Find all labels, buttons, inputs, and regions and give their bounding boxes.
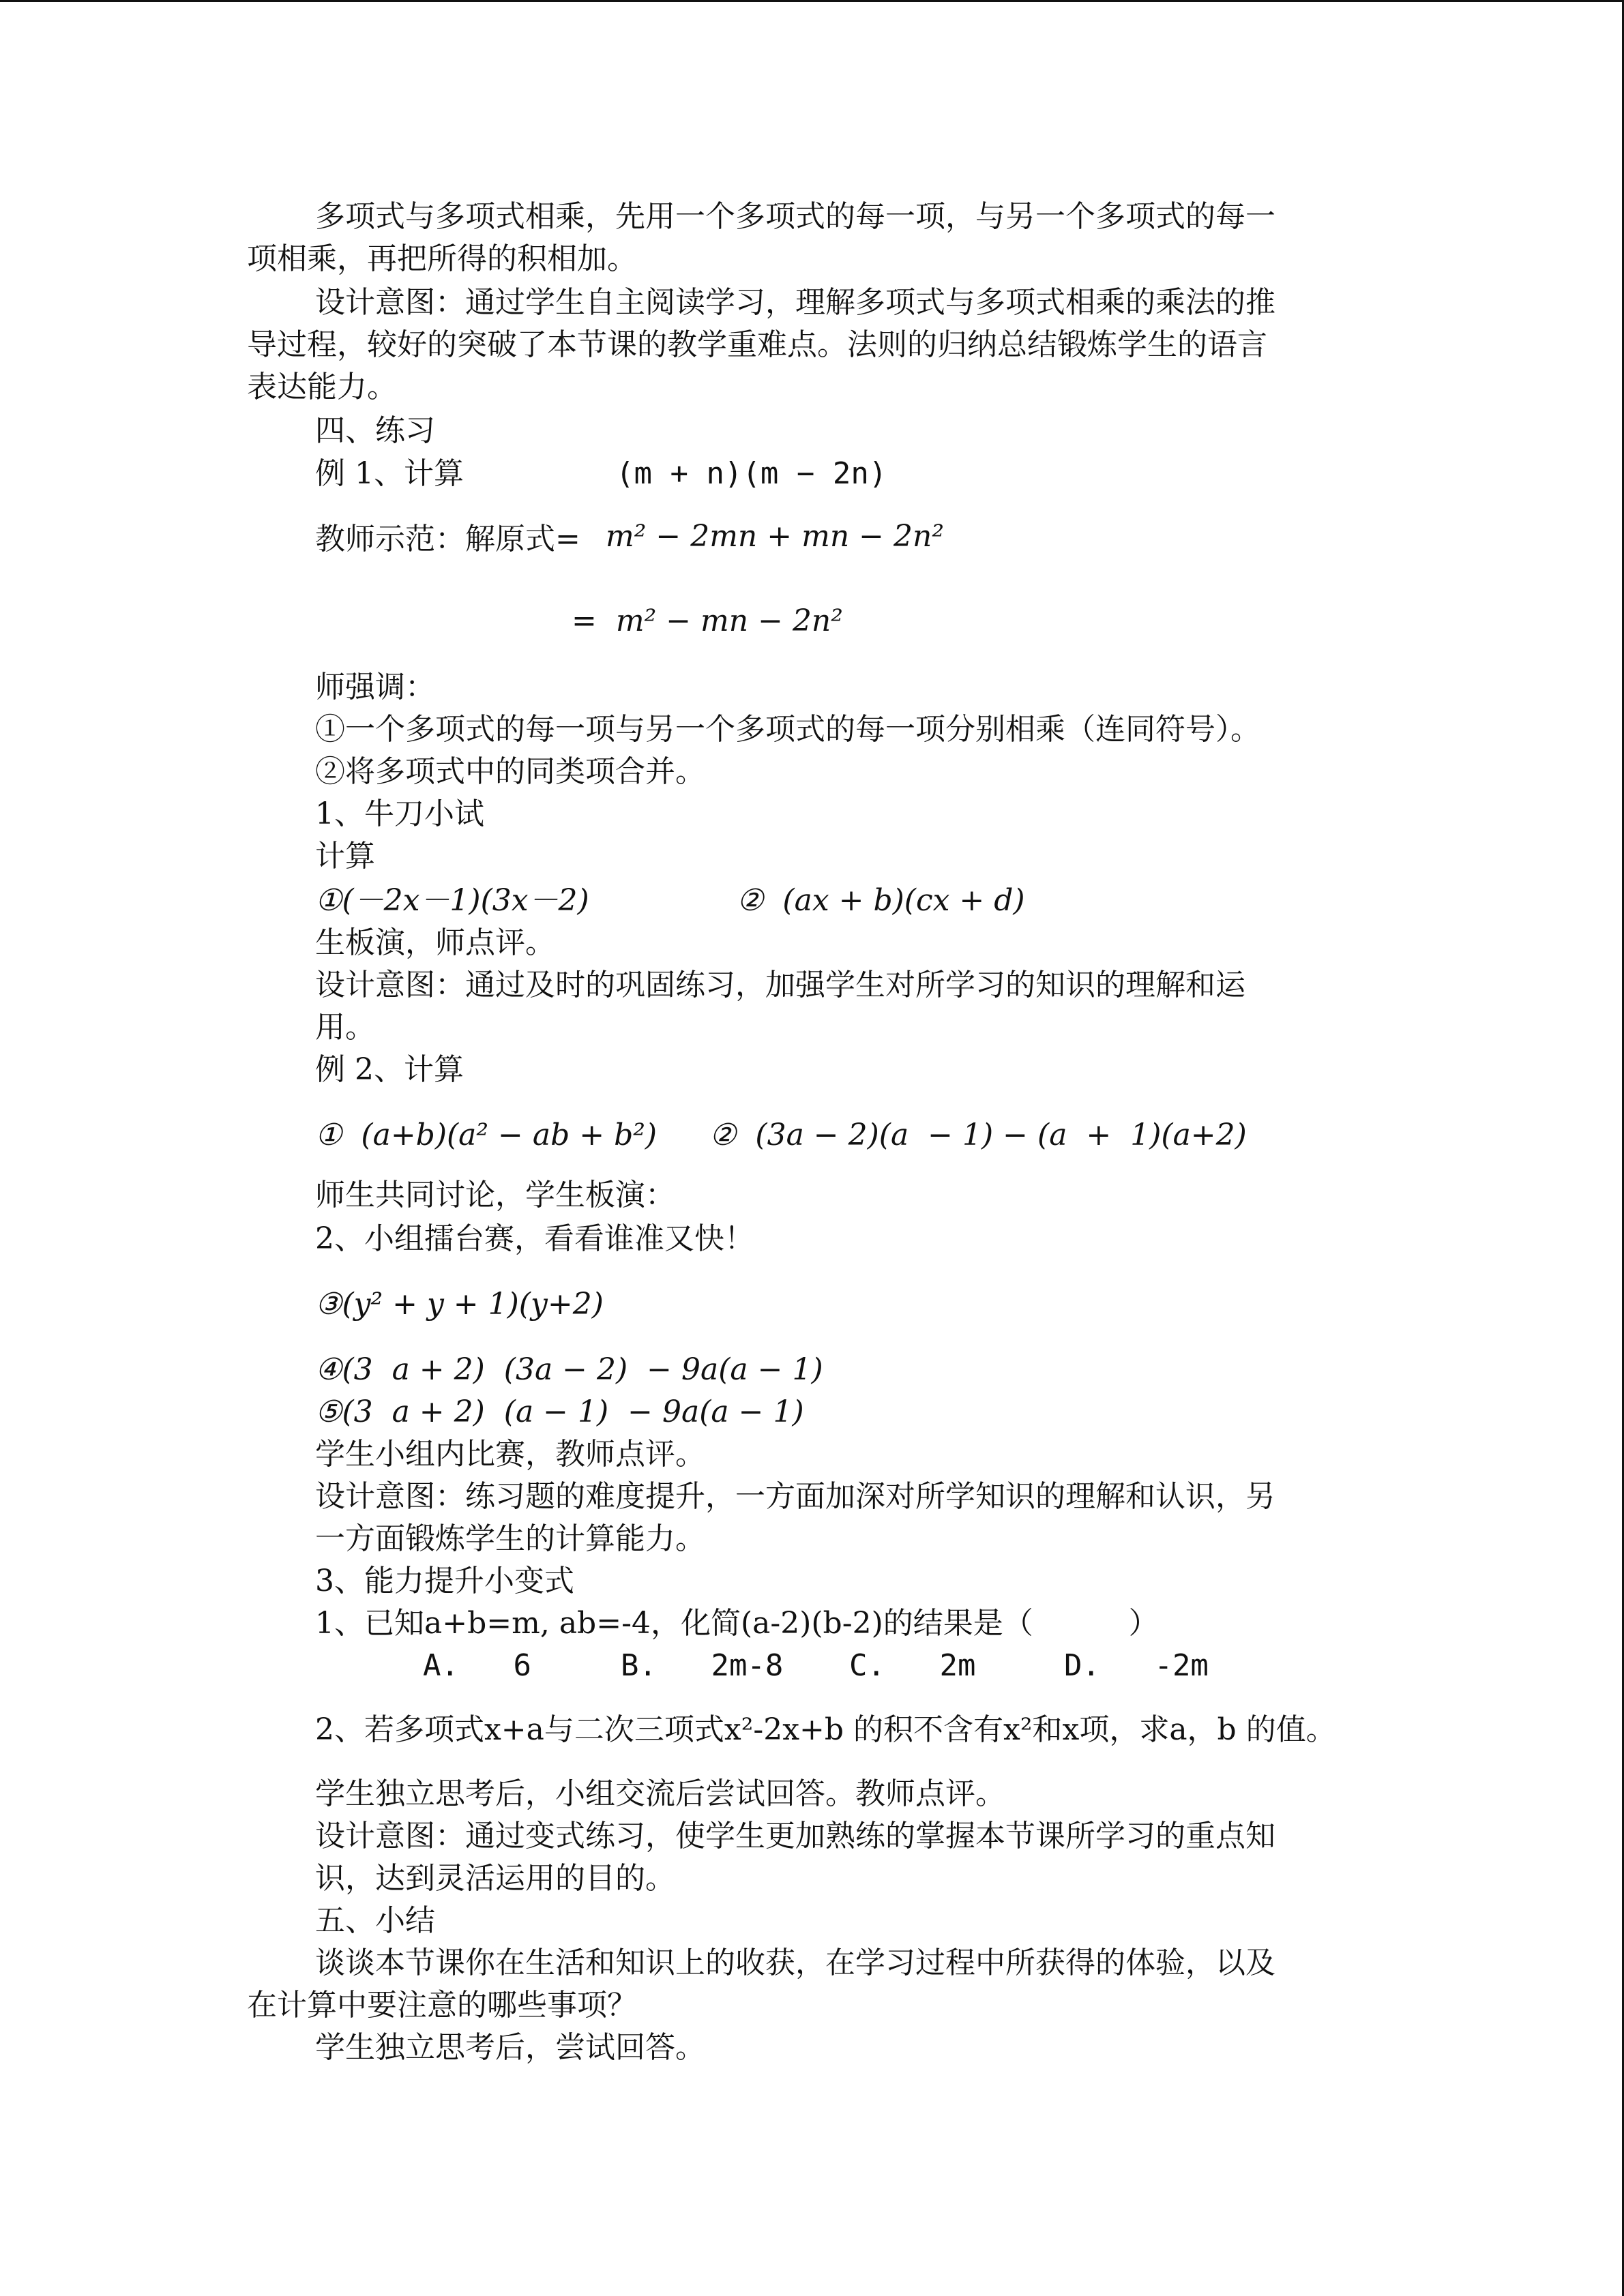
emphasis-item-1: ①一个多项式的每一项与另一个多项式的每一项分别相乘（连同符号）。 (315, 712, 1260, 747)
contest-title: 2、小组擂台赛，看看谁准又快！ (315, 1221, 754, 1256)
design-intent-3-line-2: 一方面锻炼学生的计算能力。 (315, 1521, 705, 1556)
try-it-subtitle: 计算 (315, 839, 375, 874)
design-intent-4-line-1: 设计意图：通过变式练习，使学生更加熟练的掌握本节课所学习的重点知 (315, 1819, 1275, 1853)
design-intent-1-line-3: 表达能力。 (247, 370, 397, 404)
summary-line-2: 在计算中要注意的哪些事项？ (247, 1988, 637, 2023)
example-2-label: 例 2、计算 (315, 1052, 464, 1087)
contest-question-4: ④(3 a + 2) (3a − 2) − 9a(a − 1) (315, 1352, 823, 1387)
demo-step-1: m² − 2mn + mn − 2n² (606, 519, 944, 554)
emphasis-title: 师强调： (315, 670, 435, 704)
variation-note: 学生独立思考后，小组交流后尝试回答。教师点评。 (315, 1776, 1005, 1811)
design-intent-2-line-1: 设计意图：通过及时的巩固练习，加强学生对所学习的知识的理解和运 (315, 968, 1245, 1002)
design-intent-1-line-2: 导过程，较好的突破了本节课的教学重难点。法则的归纳总结锻炼学生的语言 (247, 327, 1267, 362)
design-intent-3-line-1: 设计意图：练习题的难度提升，一方面加深对所学知识的理解和认识，另 (315, 1479, 1275, 1514)
contest-note: 学生小组内比赛，教师点评。 (315, 1437, 705, 1472)
example-2-question-2: ② (3a − 2)(a − 1) − (a + 1)(a+2) (709, 1118, 1247, 1152)
variation-title: 3、能力提升小变式 (315, 1564, 574, 1598)
example-2-note: 师生共同讨论，学生板演： (315, 1178, 675, 1212)
demo-step-2: = m² − mn − 2n² (572, 603, 843, 638)
summary-line-3: 学生独立思考后，尝试回答。 (315, 2030, 705, 2065)
section-title-practice: 四、练习 (315, 413, 435, 448)
example-1-expression: (m + n)(m − 2n) (616, 456, 887, 491)
page-border-top (0, 0, 1624, 2)
try-it-note: 生板演，师点评。 (315, 925, 555, 960)
variation-question-2: 2、若多项式x+a与二次三项式x²-2x+b 的积不含有x²和x项，求a，b 的值。 (315, 1712, 1336, 1747)
option-a: A. 6 (423, 1648, 531, 1683)
variation-question-1: 1、已知a+b=m, ab=-4，化简(a-2)(b-2)的结果是（ ） (315, 1606, 1159, 1641)
option-c: C. 2m (849, 1648, 976, 1683)
summary-line-1: 谈谈本节课你在生活和知识上的收获，在学习过程中所获得的体验，以及 (315, 1945, 1275, 1980)
summary-title: 五、小结 (315, 1903, 435, 1938)
design-intent-2-line-2: 用。 (315, 1010, 375, 1045)
example-2-question-1: ① (a+b)(a² − ab + b²) (315, 1118, 658, 1152)
try-it-title: 1、牛刀小试 (315, 796, 484, 831)
design-intent-1-line-1: 设计意图：通过学生自主阅读学习，理解多项式与多项式相乘的乘法的推 (315, 285, 1275, 320)
emphasis-item-2: ②将多项式中的同类项合并。 (315, 754, 705, 789)
rule-line-2: 项相乘，再把所得的积相加。 (247, 241, 637, 276)
example-1-label: 例 1、计算 (315, 456, 464, 491)
design-intent-4-line-2: 识，达到灵活运用的目的。 (315, 1861, 675, 1896)
rule-line-1: 多项式与多项式相乘，先用一个多项式的每一项，与另一个多项式的每一 (315, 199, 1275, 234)
contest-question-5: ⑤(3 a + 2) (a − 1) − 9a(a − 1) (315, 1395, 804, 1429)
option-b: B. 2m-8 (621, 1648, 784, 1683)
try-it-question-2: ② (ax + b)(cx + d) (737, 883, 1025, 918)
try-it-question-1: ①(－2x－1)(3x－2) (315, 883, 589, 918)
option-d: D. -2m (1064, 1648, 1209, 1683)
teacher-demo-label: 教师示范：解原式= (315, 522, 580, 556)
contest-question-3: ③(y² + y + 1)(y+2) (315, 1287, 604, 1322)
